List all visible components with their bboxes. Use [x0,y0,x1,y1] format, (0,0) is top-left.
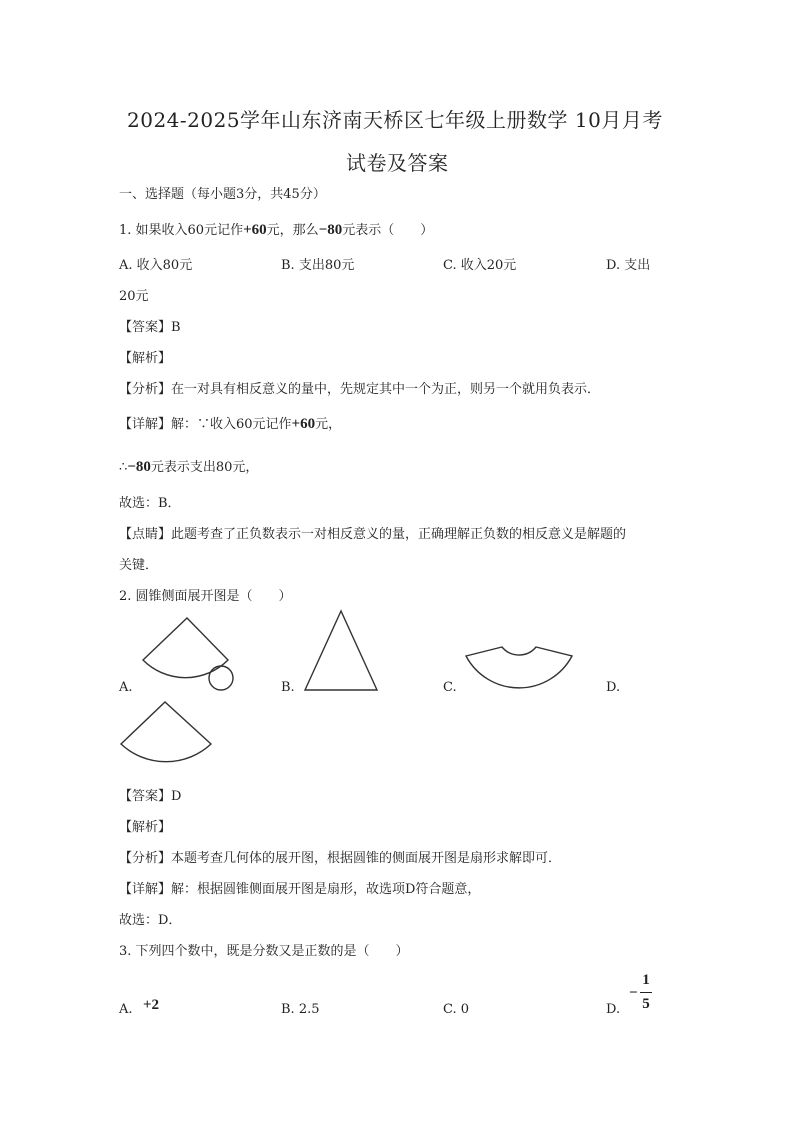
q2-figure-d [115,698,220,770]
q3-option-d-fraction-bar [640,992,652,993]
q2-figure-c [462,644,577,694]
q1-comment-1: 【点睛】此题考查了正负数表示一对相反意义的量，正确理解正负数的相反意义是解题的 [119,527,627,542]
q3-option-d: D. [606,1002,621,1017]
section-heading: 一、选择题（每小题3分，共45分） [119,187,326,202]
q1-comment-2: 关键． [119,558,159,573]
q2-figure-b [300,608,382,694]
q1-choose: 故选：B． [119,496,181,511]
page-title-line2: 试卷及答案 [346,151,449,175]
q1-stem-b: 元，那么 [266,223,319,238]
q3-option-d-denominator: 5 [642,996,650,1012]
page-title-line1: 2024-2025学年山东济南天桥区七年级上册数学 10月月考 [127,108,663,132]
q1-option-c: C. 收入20元 [443,258,517,273]
q2-figure-a [135,612,240,692]
q1-stem-num1: +60 [243,222,267,238]
q1-analysis-head: 【解析】 [119,351,172,366]
q1-answer: 【答案】B [119,320,181,335]
q1-stem [119,219,433,239]
q3-option-b: B. 2.5 [281,1002,320,1017]
q3-option-c: C. 0 [443,1002,470,1017]
q1-therefore-b: 元表示支出80元， [150,460,259,475]
q3-stem: 3. 下列四个数中，既是分数又是正数的是（ ） [119,944,409,959]
q1-stem-num2: −80 [318,222,343,238]
q3-option-a-value: +2 [143,997,160,1013]
q2-option-c: C. [443,680,457,695]
q1-detail-num: +60 [291,416,316,432]
q1-therefore-num: −80 [127,459,151,475]
q1-detail [119,413,341,433]
q1-analysis: 【分析】在一对具有相反意义的量中，先规定其中一个为正，则另一个就用负表示． [119,382,601,397]
q1-detail-a: 【详解】解：∵收入60元记作 [119,417,292,432]
q2-detail: 【详解】解：根据圆锥侧面展开图是扇形，故选项D符合题意， [119,882,481,897]
q2-analysis-head: 【解析】 [119,820,172,835]
q1-therefore-a: ∴ [119,460,128,475]
q1-option-d-cont: 20元 [119,289,149,304]
q3-option-d-numerator: 1 [642,972,650,988]
q1-stem-c: 元表示（ ） [342,223,434,238]
q2-option-b: B. [281,680,295,695]
q2-choose: 故选：D． [119,913,182,928]
q2-analysis: 【分析】本题考查几何体的展开图，根据圆锥的侧面展开图是扇形求解即可． [119,851,562,866]
q1-option-d: D. 支出 [606,258,651,273]
q3-option-a: A. [119,1002,133,1017]
q2-answer: 【答案】D [119,789,182,804]
q2-stem: 2. 圆锥侧面展开图是（ ） [119,589,292,604]
q1-option-a: A. 收入80元 [119,258,193,273]
q1-therefore [119,456,258,476]
q2-option-d: D. [606,680,621,695]
q1-option-b: B. 支出80元 [281,258,355,273]
q2-option-a: A. [119,680,133,695]
q1-stem-a: 1. 如果收入60元记作 [119,223,244,238]
q1-detail-b: 元， [315,417,342,432]
q3-option-d-sign: − [629,985,638,1001]
